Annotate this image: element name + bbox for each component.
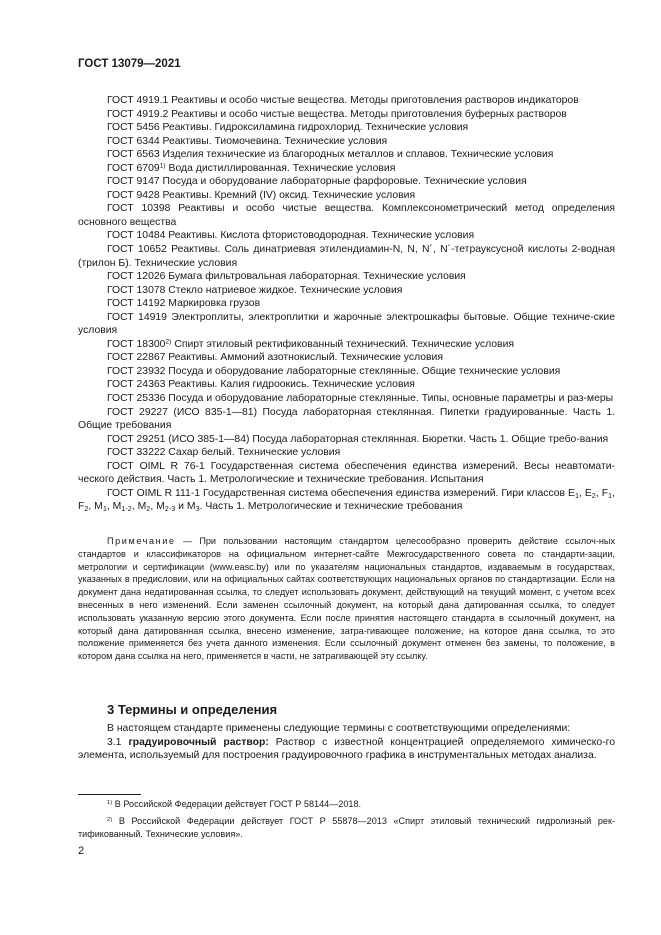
note-paragraph <box>78 535 615 663</box>
reference-title: Спирт этиловый ректификованный технический. Технические условия <box>171 338 515 350</box>
term-name: градуировочный раствор: <box>128 736 269 748</box>
reference-item: ГОСТ 29227 (ИСО 835-1—81) Посуда лабораторная стеклянная. Пипетки градуированные. Часть 1. Общие требования <box>78 406 615 432</box>
footnote-marker: 2) <box>165 338 172 346</box>
section-body <box>78 722 615 763</box>
footnote-marker: 1) <box>107 799 113 806</box>
reference-item: ГОСТ OIML R 76-1 Государственная система обеспечения единства измерений. Весы неавтомати-ческого действия. Часть 1. Метрологические и технические требования. Испытания <box>78 460 615 486</box>
reference-code: ГОСТ 6709 <box>107 162 160 174</box>
footnote-text: В Российской Федерации действует ГОСТ Р 58144—2018. <box>112 799 362 809</box>
reference-item: ГОСТ 4919.1 Реактивы и особо чистые вещества. Методы приготовления растворов индикаторов <box>107 95 579 106</box>
note-text: — При пользовании настоящим стандартом целесообразно проверить действие ссылоч-ных стандартов и классификаторов на официальном интернет-сайте Межгосударственного совета по стандарти-зации, метрологии и сертификации (www.easc.by) или по указателям национальных стандартов, издаваемым в государствах, указанных в предисловии, или на официальных сайтах соответствующих национальных органов по стандартизации. Если на документ дана недатированная ссылка, то следует использовать документ, действующий на текущий момент, с учетом всех внесенных в него изменений. Если заменен ссылочный документ, на который дана датированная ссылка, то следует использовать указанную версию этого документа. Если после принятия настоящего стандарта в ссылочный документ, на который дана датированная ссылка, внесено изменение, затра-гивающее положение, на которое дана ссылка, то это положение применяется без учета данного изменения. Если ссылочный документ отменен без замены, то положение, в котором дана ссылка на него, применяется в части, не затрагивающей эту ссылку. <box>78 536 615 662</box>
reference-item: ГОСТ 5456 Реактивы. Гидроксиламина гидрохлорид. Технические условия <box>107 122 469 134</box>
reference-item <box>78 338 615 352</box>
footnote-marker: 1) <box>159 162 166 170</box>
reference-item: ГОСТ 33222 Сахар белый. Технические условия <box>107 447 341 459</box>
footnote-text: В Российской Федерации действует ГОСТ Р 55878—2013 «Спирт этиловый технический гидролизный рек-тификованный. Технические условия». <box>78 816 615 839</box>
reference-item: ГОСТ 23932 Посуда и оборудование лабораторные стеклянные. Общие технические условия <box>107 365 561 377</box>
page-number: 2 <box>78 845 85 857</box>
reference-item: ГОСТ 14919 Электроплиты, электроплитки и жарочные электрошкафы бытовые. Общие техниче-ские условия <box>78 311 615 337</box>
reference-title: Вода дистиллированная. Технические условия <box>165 162 396 174</box>
section-title: 3 Термины и определения <box>107 702 278 717</box>
reference-item: ГОСТ 9147 Посуда и оборудование лабораторные фарфоровые. Технические условия <box>107 176 527 188</box>
footnote-marker: 2) <box>107 816 113 823</box>
reference-item: ГОСТ 13078 Стекло натриевое жидкое. Технические условия <box>107 284 403 296</box>
reference-item: ГОСТ 22867 Реактивы. Аммоний азотнокислый. Технические условия <box>107 352 443 364</box>
reference-item: ГОСТ 10652 Реактивы. Соль динатриевая этилендиамин-N, N, N´, N´-тетрауксусной кислоты 2-водная (трилон Б). Технические условия <box>78 244 615 269</box>
reference-item: ГОСТ 25336 Посуда и оборудование лабораторные стеклянные. Типы, основные параметры и раз-меры <box>107 393 614 405</box>
reference-item: ГОСТ 9428 Реактивы. Кремний (IV) оксид. Технические условия <box>107 189 416 201</box>
reference-item: ГОСТ 29251 (ИСО 385-1—84) Посуда лабораторная стеклянная. Бюретки. Часть 1. Общие требо-вания <box>107 433 609 445</box>
term-number: 3.1 <box>107 736 129 748</box>
reference-item: ГОСТ 4919.2 Реактивы и особо чистые вещества. Методы приготовления буферных растворов <box>107 108 567 120</box>
reference-item: ГОСТ 12026 Бумага фильтровальная лабораторная. Технические условия <box>107 271 466 283</box>
reference-item: ГОСТ 24363 Реактивы. Калия гидроокись. Технические условия <box>107 379 415 391</box>
term-definition <box>78 736 615 763</box>
reference-item-oiml-r111: ГОСТ OIML R 111-1 Государственная система обеспечения единства измерений. Гири классов $E_1$, $E_2$, $F_1$, $F_2$, $M_1$, $M_{1-2}$, $M_2$, $M_{2-3}$ и $M_3$. Часть 1. Метрологические и технические требования <box>78 487 615 514</box>
reference-code: ГОСТ 18300 <box>107 338 166 350</box>
term-text: Раствор с известной концентрацией определяемого химическо-го элемента, используемый для построения градуировочного графика в инструментальных методах анализа. <box>78 736 615 762</box>
reference-item: ГОСТ 10484 Реактивы. Кислота фтористоводородная. Технические условия <box>107 230 475 242</box>
document-header: ГОСТ 13079—2021 <box>78 58 181 70</box>
reference-item: ГОСТ 14192 Маркировка грузов <box>107 298 261 310</box>
reference-item: ГОСТ 10398 Реактивы и особо чистые вещества. Комплексонометрический метод определения основного вещества <box>78 203 615 228</box>
footnote-separator <box>78 794 141 795</box>
section-intro: В настоящем стандарте применены следующие термины с соответствующими определениями: <box>107 723 571 734</box>
reference-item <box>78 162 615 176</box>
footnote-1 <box>78 798 615 811</box>
footnote-2 <box>78 815 615 841</box>
note-label: Примечание <box>107 536 176 546</box>
reference-item: ГОСТ 6563 Изделия технические из благородных металлов и сплавов. Технические условия <box>107 149 554 161</box>
normative-references-list <box>78 94 615 514</box>
reference-item: ГОСТ 6344 Реактивы. Тиомочевина. Технические условия <box>107 135 388 147</box>
